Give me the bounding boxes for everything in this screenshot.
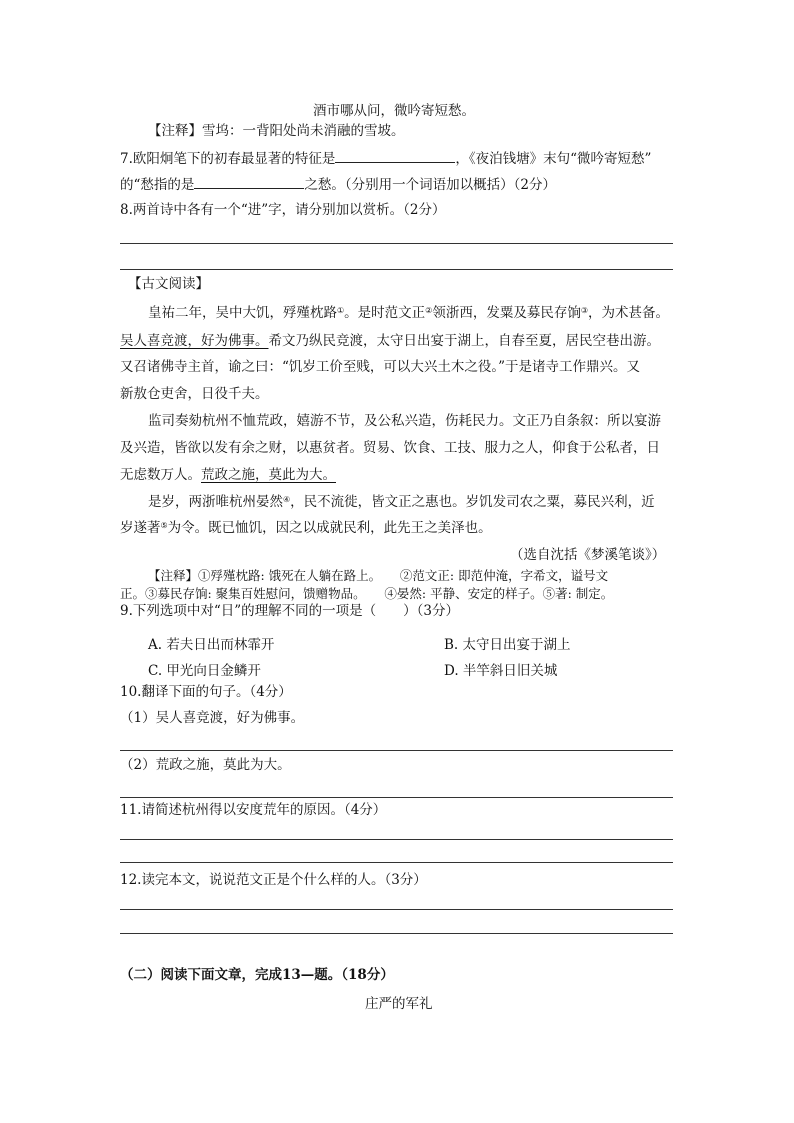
- p1-text: ，为术甚备。: [588, 305, 670, 321]
- q12-answer-line-2[interactable]: [120, 933, 673, 934]
- classical-p2-line2: 及兴造，皆欲以发有余之财，以惠贫者。贸易、饮食、工技、服力之人，仰食于公私者，日: [120, 440, 660, 456]
- classical-note-line2: 正。③募民存饷: 聚集百姓慰问，馈赠物品。 ④晏然: 平静、安定的样子。⑤著: 制定。: [120, 586, 614, 601]
- p1-text: 皇祐二年，吴中大饥，殍殣枕路: [148, 305, 337, 321]
- q9-option-a[interactable]: A. 若夫日出而林霏开: [148, 637, 275, 653]
- question-12: 12.读完本文，说说范文正是个什么样的人。（3分）: [120, 872, 427, 888]
- question-10: 10.翻译下面的句子。（4分）: [120, 684, 292, 700]
- p3-text: 是岁，两浙唯杭州晏然: [148, 494, 283, 510]
- classical-p1-line4: 新敖仓吏舍，日役千夫。: [120, 386, 269, 402]
- q9-option-b[interactable]: B. 太守日出宴于湖上: [444, 637, 571, 653]
- q9-option-c[interactable]: C. 甲光向日金鳞开: [148, 663, 261, 679]
- classical-p1-line2: [120, 331, 660, 351]
- underlined-sentence-1: 吴人喜竞渡，好为佛事。: [120, 333, 269, 349]
- p1-text: 领浙西，发粟及募民存饷: [432, 305, 581, 321]
- poem-last-line: 酒市哪从问，微吟寄短愁。: [313, 103, 475, 119]
- footnote-mark-2: ②: [425, 306, 433, 315]
- footnote-mark-4: ④: [283, 495, 291, 504]
- q7-answer-blank-2[interactable]: [194, 174, 304, 189]
- q10-sentence-1: （1）吴人喜竞渡，好为佛事。: [120, 710, 305, 726]
- classical-p1-line1: [148, 303, 669, 323]
- article-title: 庄严的军礼: [365, 996, 433, 1012]
- p3-text: 为令。既已恤饥，因之以成就民利，此先王之美泽也。: [167, 520, 492, 536]
- question-7-line2: [120, 174, 556, 195]
- p1-text: 。是时范文正: [344, 305, 426, 321]
- classical-header: 【古文阅读】: [128, 276, 209, 292]
- q8-answer-line-2[interactable]: [120, 269, 673, 270]
- question-11: 11.请简述杭州得以安度荒年的原因。（4分）: [120, 802, 387, 818]
- q7-text-b: ，《夜泊钱塘》末句“微吟寄短愁”: [455, 151, 652, 167]
- footnote-mark-1: ①: [337, 306, 345, 315]
- question-8: 8.两首诗中各有一个“进”字，请分别加以赏析。（2分）: [120, 202, 446, 218]
- poem-note: 【注释】雪坞：一背阳处尚未消融的雪坡。: [148, 123, 405, 139]
- q11-answer-line-2[interactable]: [120, 862, 673, 863]
- section-2-heading: （二）阅读下面文章，完成13—题。（18分）: [120, 967, 394, 983]
- classical-p2-line3: [120, 465, 336, 485]
- question-7-line1: [120, 148, 651, 169]
- p3-text: 岁遂著: [120, 520, 161, 536]
- q7-text-c: 的“愁指的是: [120, 177, 195, 193]
- classical-p3-line1: [148, 492, 655, 512]
- q11-answer-line-1[interactable]: [120, 839, 673, 840]
- q7-text-a: 7.欧阳炯笔下的初春最显著的特征是: [120, 151, 336, 167]
- p2-text: 无虑数万人。: [120, 467, 201, 483]
- q9-option-d[interactable]: D. 半竿斜日旧关城: [444, 663, 558, 679]
- p1-text: 希文乃纵民竞渡，太守日出宴于湖上，自春至夏，居民空巷出游。: [268, 333, 660, 349]
- footnote-mark-5: ⑤: [160, 521, 168, 530]
- classical-p1-line3: 又召诸佛寺主首，谕之曰：“饥岁工价至贱，可以大兴土木之役。”于是诸寺工作鼎兴。又: [120, 359, 641, 375]
- q7-answer-blank-1[interactable]: [335, 148, 455, 163]
- q10-sentence-2: （2）荒政之施，莫此为大。: [120, 757, 291, 773]
- classical-p2-line1: 监司奏劾杭州不恤荒政，嬉游不节，及公私兴造，伤耗民力。文正乃自条叙：所以宴游: [148, 413, 661, 429]
- q10-answer-line-1[interactable]: [120, 750, 673, 751]
- classical-note-line1: 【注释】①殍殣枕路: 饿死在人躺在路上。 ②范文正: 即范仲淹，字希文，谥号文: [148, 568, 609, 583]
- q12-answer-line-1[interactable]: [120, 909, 673, 910]
- question-9: 9.下列选项中对“日”的理解不同的一项是（ ）（3分）: [120, 603, 460, 619]
- classical-p3-line2: [120, 518, 492, 538]
- underlined-sentence-2: 荒政之施，莫此为大。: [201, 467, 336, 483]
- q7-text-d: 之愁。（分别用一个词语加以概括）（2分）: [304, 177, 556, 193]
- q8-answer-line-1[interactable]: [120, 243, 673, 244]
- footnote-mark-3: ③: [580, 306, 589, 315]
- p3-text: ，民不流徙，皆文正之惠也。岁饥发司农之粟，募民兴利，近: [290, 494, 655, 510]
- q10-answer-line-2[interactable]: [120, 797, 673, 798]
- classical-source: （选自沈括《梦溪笔谈》）: [510, 547, 666, 563]
